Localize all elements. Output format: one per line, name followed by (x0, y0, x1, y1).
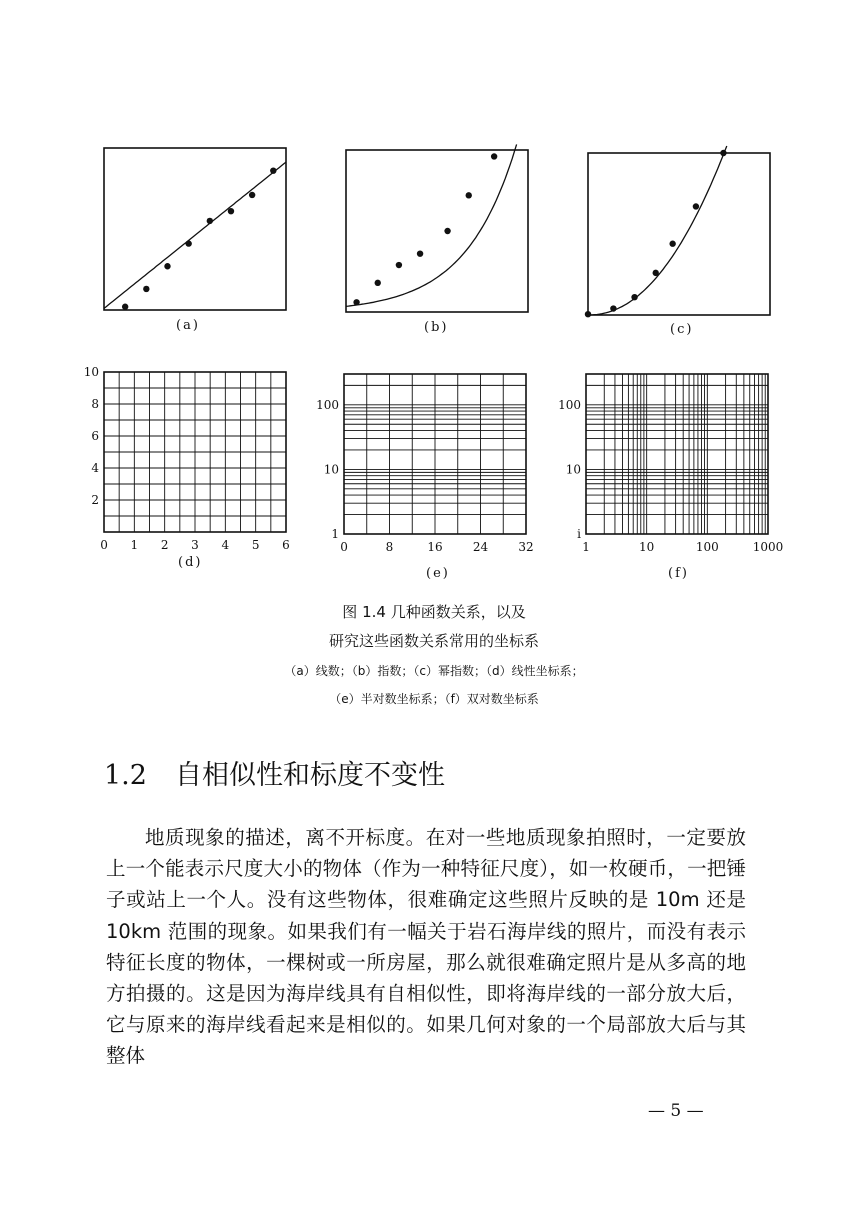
chart-e-grid (316, 374, 534, 554)
x-tick-label: 0 (100, 538, 108, 552)
x-tick-label: 1 (130, 538, 139, 552)
body-paragraph: 地质现象的描述，离不开标度。在对一些地质现象拍照时，一定要放上一个能表示尺度大小的物体（作为一种特征尺度），如一枚硬币，一把锤子或站上一个人。没有这些物体，很难确定这些照片反映的是 10m 还是 10km 范围的现象。如果我们有一幅关于岩石海岸线的照片，而没有表示特征长度的物体，一棵树或一所房屋，那么就很难确定照片是从多高的地方拍摄的。这是因为海岸线具有自相似性，即将海岸线的一部分放大后，它与原来的海岸线看起来是相似的。如果几何对象的一个局部放大后与其整体 (106, 826, 746, 1068)
panel-b-label: (b) (424, 320, 449, 335)
data-point (270, 167, 276, 173)
panel-b (346, 150, 528, 312)
data-point (417, 250, 423, 256)
data-point (185, 240, 191, 246)
data-point (249, 192, 255, 198)
x-tick-label: 32 (518, 540, 534, 554)
data-point (466, 192, 472, 198)
figure-caption-line1: 图 1.4 几种函数关系，以及 (342, 603, 526, 621)
data-point (396, 262, 402, 268)
panel-f (558, 374, 784, 554)
data-point (693, 203, 699, 209)
x-tick-label: 3 (191, 538, 199, 552)
panel-d (83, 365, 290, 552)
y-tick-label: 10 (565, 462, 581, 477)
data-point (491, 153, 497, 159)
x-tick-label: 16 (427, 540, 443, 554)
figure-caption-line3: （a）线数；（b）指数；（c）幂指数；（d）线性坐标系； (284, 664, 584, 678)
data-point (164, 263, 170, 269)
x-tick-label: 100 (695, 540, 719, 554)
data-point (122, 304, 128, 310)
y-tick-label: 10 (83, 365, 99, 379)
panel-a (104, 148, 286, 310)
y-tick-label: 1 (331, 527, 339, 541)
fit-curve (588, 146, 727, 315)
grid-frame (586, 374, 768, 534)
panel-e (316, 374, 534, 554)
data-point (669, 241, 675, 247)
y-tick-label: i (577, 527, 581, 541)
x-tick-label: 1 (582, 540, 590, 554)
section-heading (104, 753, 445, 792)
y-tick-label: 100 (558, 397, 581, 412)
chart-c-plot (588, 153, 770, 315)
figure-caption-line4: （e）半对数坐标系；（f）双对数坐标系 (329, 692, 539, 706)
page-number: — 5 — (648, 1101, 704, 1121)
data-point (353, 299, 359, 305)
data-point (610, 305, 616, 311)
panel-f-label: (f) (668, 566, 689, 581)
x-tick-label: 2 (160, 538, 169, 552)
y-tick-label: 8 (91, 397, 99, 411)
panel-c (588, 153, 770, 315)
panel-d-label: (d) (178, 555, 203, 570)
y-tick-label: 10 (323, 462, 339, 477)
data-point (631, 294, 637, 300)
x-tick-label: 6 (282, 538, 290, 552)
x-tick-label: 4 (221, 538, 230, 552)
data-point (653, 270, 659, 276)
data-point (143, 286, 149, 292)
panel-c-label: (c) (670, 322, 694, 337)
x-tick-label: 5 (251, 538, 260, 552)
x-tick-label: 8 (385, 540, 394, 554)
data-point (585, 311, 591, 317)
chart-f-grid (558, 374, 784, 554)
plot-frame (588, 153, 770, 315)
chart-a-plot (104, 148, 286, 310)
x-tick-label: 24 (472, 540, 489, 554)
fit-curve (346, 144, 517, 306)
section-number: 1.2 (104, 760, 147, 791)
data-point (207, 218, 213, 224)
data-point (375, 280, 381, 286)
data-point (720, 150, 726, 156)
plot-frame (346, 150, 528, 312)
x-tick-label: 1000 (752, 540, 784, 554)
panel-a-label: (a) (176, 318, 200, 333)
figure-caption-line2: 研究这些函数关系常用的坐标系 (328, 632, 539, 650)
chart-b-plot (346, 150, 528, 312)
x-tick-label: 0 (340, 540, 348, 554)
y-tick-label: 4 (91, 461, 99, 475)
body-text (106, 822, 746, 1072)
y-tick-label: 100 (316, 397, 339, 412)
panel-e-label: (e) (426, 566, 450, 581)
x-tick-label: 10 (639, 540, 655, 554)
y-tick-label: 6 (91, 429, 99, 443)
fit-curve (104, 162, 286, 308)
y-tick-label: 2 (91, 493, 99, 507)
section-title: 自相似性和标度不变性 (174, 760, 445, 791)
chart-d-grid (83, 365, 290, 552)
data-point (444, 228, 450, 234)
data-point (228, 208, 234, 214)
